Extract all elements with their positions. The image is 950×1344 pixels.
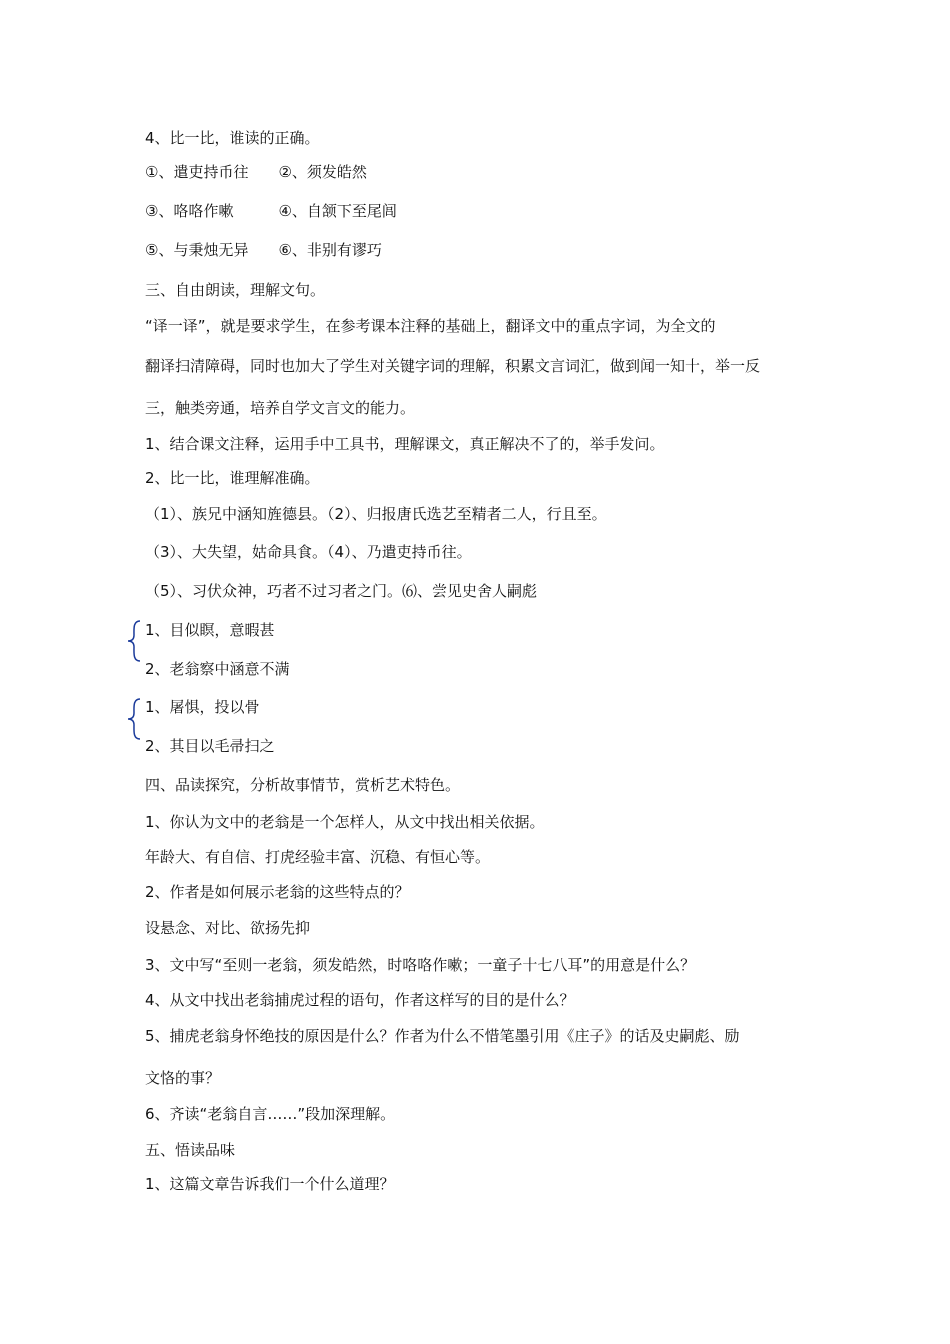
text-line: 2、其目以毛帚扫之: [145, 737, 275, 755]
text-line: 翻译扫清障碍，同时也加大了学生对关键字词的理解，积累文言词汇，做到闻一知十，举一反: [145, 357, 761, 375]
text-line: 2、作者是如何展示老翁的这些特点的？: [145, 883, 410, 901]
text-line: 4、比一比，谁读的正确。: [145, 129, 320, 147]
text-line: 5、捕虎老翁身怀绝技的原因是什么？作者为什么不惜笔墨引用《庄子》的话及史嗣彪、励: [145, 1027, 740, 1045]
section-heading: 三、自由朗读，理解文句。: [145, 281, 326, 299]
text-line: 1、目似瞑，意暇甚: [145, 621, 275, 639]
text-line: 1、结合课文注释，运用手中工具书，理解课文，真正解决不了的，举手发问。: [145, 435, 665, 453]
text-line: 1、屠惧，投以骨: [145, 698, 260, 716]
text-line: 6、齐读“老翁自言……”段加深理解。: [145, 1105, 396, 1123]
text-line: ⑤、与秉烛无异 ⑥、非别有谬巧: [145, 241, 382, 259]
section-heading: 五、悟读品味: [145, 1141, 236, 1159]
text-line: 文恪的事？: [145, 1069, 221, 1087]
text-line: 1、你认为文中的老翁是一个怎样人，从文中找出相关依据。: [145, 813, 545, 831]
text-line: （5）、习伏众神，巧者不过习者之门。⑹、尝见史舍人嗣彪: [145, 582, 538, 600]
text-line: 设悬念、对比、欲扬先抑: [145, 919, 311, 937]
text-line: 2、比一比，谁理解准确。: [145, 469, 320, 487]
text-line: 4、从文中找出老翁捕虎过程的语句，作者这样写的目的是什么？: [145, 991, 575, 1009]
text-line: 三，触类旁通，培养自学文言文的能力。: [145, 399, 416, 417]
curly-brace-icon: [126, 619, 142, 663]
text-line: ③、咯咯作嗽 ④、自颔下至尾闾: [145, 202, 397, 220]
text-line: 年龄大、有自信、打虎经验丰富、沉稳、有恒心等。: [145, 848, 491, 866]
text-line: ①、遣吏持币往 ②、须发皓然: [145, 163, 367, 181]
text-line: 1、这篇文章告诉我们一个什么道理？: [145, 1175, 395, 1193]
text-line: （1）、族兄中涵知旌德县。（2）、归报唐氏选艺至精者二人，行且至。: [145, 505, 607, 523]
section-heading: 四、品读探究，分析故事情节，赏析艺术特色。: [145, 776, 461, 794]
text-line: 2、老翁察中涵意不满: [145, 660, 290, 678]
text-line: “译一译”，就是要求学生，在参考课本注释的基础上，翻译文中的重点字词，为全文的: [145, 317, 716, 335]
text-line: 3、文中写“至则一老翁，须发皓然，时咯咯作嗽；一童子十七八耳”的用意是什么？: [145, 956, 696, 974]
text-line: （3）、大失望，姑命具食。（4）、乃遣吏持币往。: [145, 543, 472, 561]
curly-brace-icon: [126, 697, 142, 741]
